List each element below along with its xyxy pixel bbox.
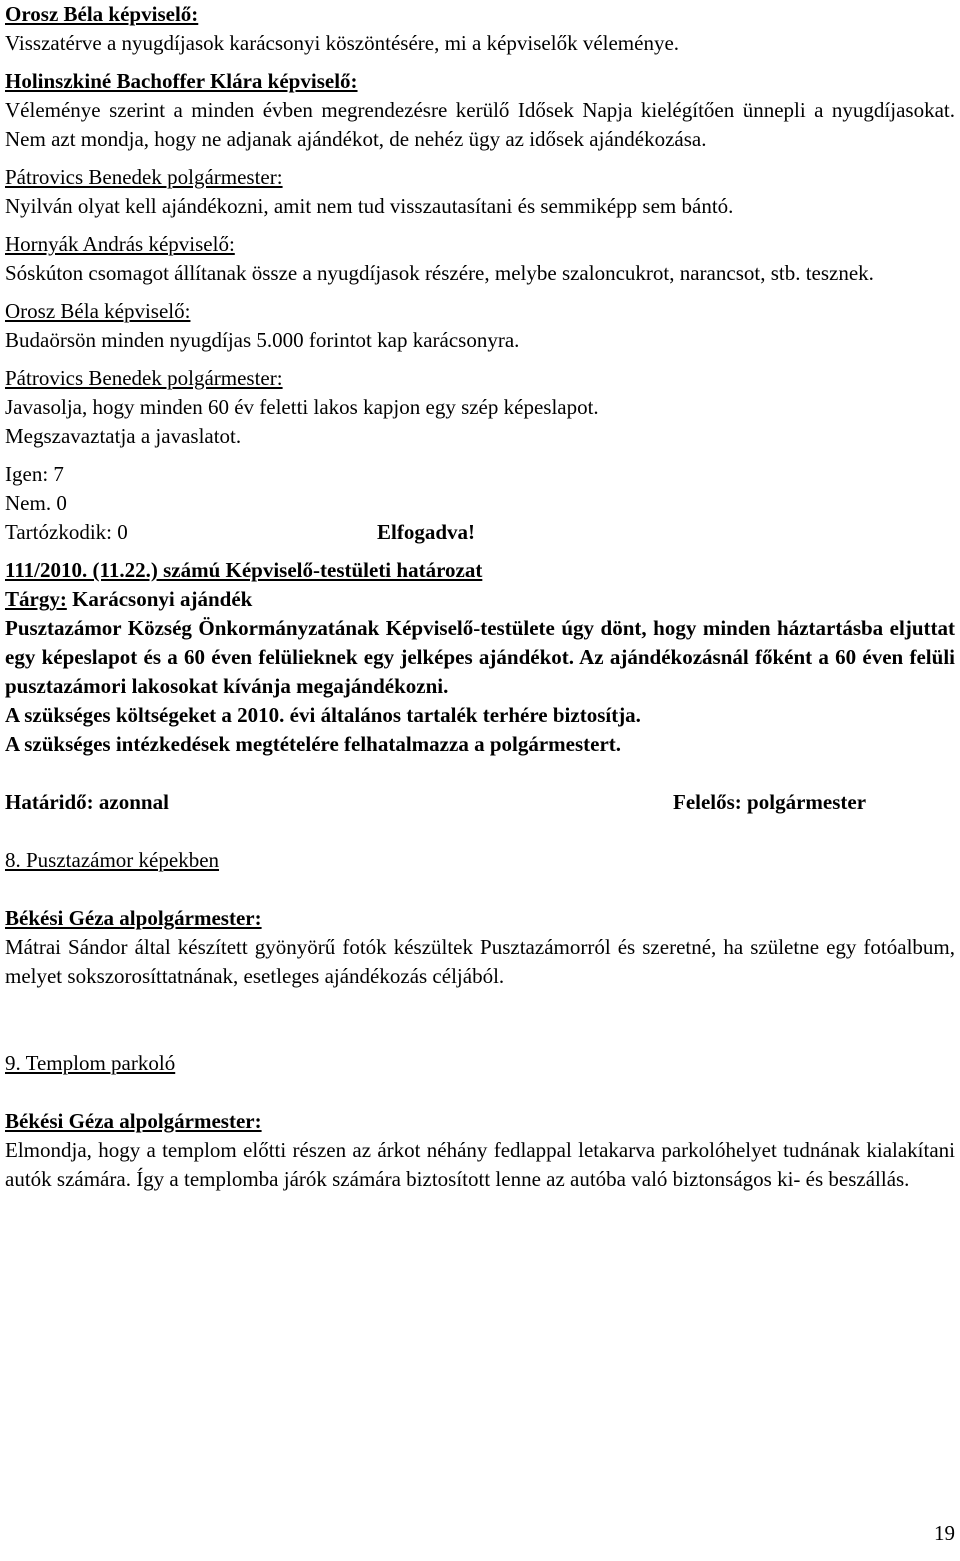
speaker-label: Pátrovics Benedek polgármester:: [5, 165, 283, 189]
section-heading: 9. Templom parkoló: [5, 1051, 176, 1075]
deadline: Határidő: azonnal: [5, 790, 169, 814]
paragraph: Megszavaztatja a javaslatot.: [5, 424, 242, 448]
resolution-body: Pusztazámor Község Önkormányzatának Képviselő-testülete úgy dönt, hogy minden háztartásba eljuttat egy képeslapot és a 60 éven felülieknek egy jelképes ajándékot. Az ajándékozásnál főként a 60 éven felüli pusztazámori lakosokat kívánja megajándékozni.: [5, 616, 955, 698]
vote-yes: Igen: 7: [5, 462, 64, 486]
responsible: Felelős: polgármester: [673, 790, 867, 814]
vote-no: Nem. 0: [5, 491, 67, 515]
resolution-subject: [5, 585, 955, 614]
paragraph: Visszatérve a nyugdíjasok karácsonyi köszöntésére, mi a képviselők véleménye.: [5, 31, 680, 55]
paragraph: Nyilván olyat kell ajándékozni, amit nem tud visszautasítani és semmiképp sem bántó.: [5, 194, 734, 218]
resolution-line: A szükséges költségeket a 2010. évi általános tartalék terhére biztosítja.: [5, 703, 641, 727]
paragraph: Sóskúton csomagot állítanak össze a nyugdíjasok részére, melybe szaloncukrot, narancsot, stb. tesznek.: [5, 261, 874, 285]
speaker-label: Orosz Béla képviselő:: [5, 2, 199, 26]
speaker-label: Holinszkiné Bachoffer Klára képviselő:: [5, 69, 358, 93]
paragraph: Véleménye szerint a minden évben megrendezésre kerülő Idősek Napja kielégítően ünnepli a nyugdíjasokat. Nem azt mondja, hogy ne adjanak ajándékot, de nehéz ügy az idősek ajándékozása.: [5, 98, 955, 151]
vote-result: Elfogadva!: [377, 520, 476, 544]
speaker-label: Hornyák András képviselő:: [5, 232, 235, 256]
paragraph: Mátrai Sándor által készített gyönyörű fotók készültek Pusztazámorról és szeretné, ha születne egy fotóalbum, melyet sokszorosíttatnának, esetleges ajándékozás céljából.: [5, 935, 955, 988]
resolution-line: A szükséges intézkedések megtételére felhatalmazza a polgármestert.: [5, 732, 622, 756]
vote-abstain-row: [5, 518, 955, 547]
speaker-label: Békési Géza alpolgármester:: [5, 906, 262, 930]
document-page: [5, 0, 955, 1194]
paragraph: Elmondja, hogy a templom előtti részen az árkot néhány fedlappal letakarva parkolóhelyet tudnának kialakítani autók számára. Így a templomba járók számára biztosított lenne az autóba való biztonságos ki- és beszállás.: [5, 1138, 955, 1191]
page-number: 19: [934, 1521, 955, 1545]
subject-text: Karácsonyi ajándék: [66, 587, 253, 611]
vote-abstain: Tartózkodik: 0: [5, 520, 128, 544]
paragraph: Budaörsön minden nyugdíjas 5.000 forintot kap karácsonyra.: [5, 328, 520, 352]
speaker-label: Orosz Béla képviselő:: [5, 299, 191, 323]
paragraph: Javasolja, hogy minden 60 év feletti lakos kapjon egy szép képeslapot.: [5, 395, 599, 419]
speaker-label: Békési Géza alpolgármester:: [5, 1109, 262, 1133]
subject-label: Tárgy:: [5, 587, 67, 611]
resolution-number: 111/2010. (11.22.) számú Képviselő-testületi határozat: [5, 558, 483, 582]
speaker-label: Pátrovics Benedek polgármester:: [5, 366, 283, 390]
section-heading: 8. Pusztazámor képekben: [5, 848, 220, 872]
deadline-row: [5, 788, 955, 817]
